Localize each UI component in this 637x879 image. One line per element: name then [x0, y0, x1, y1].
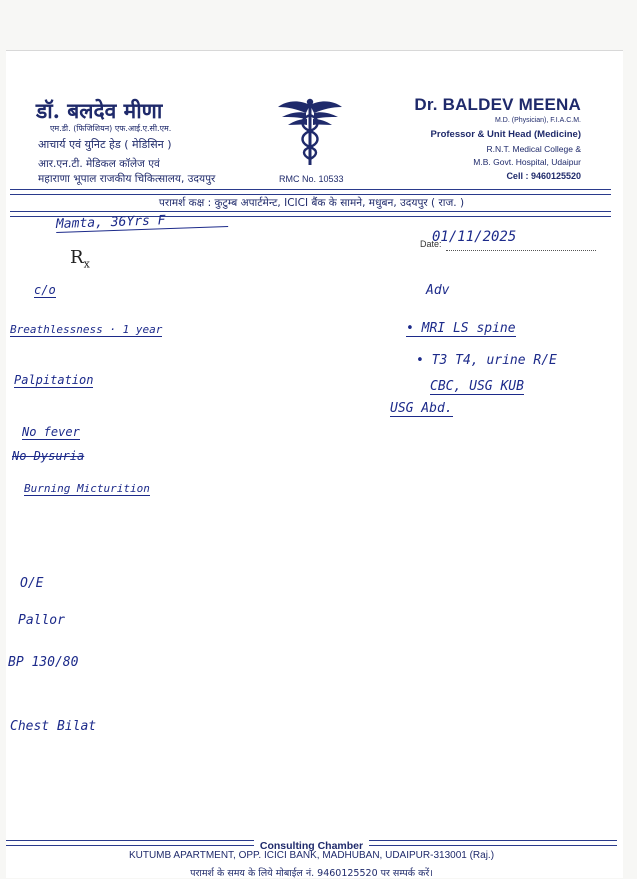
rx-subscript: x — [83, 257, 90, 271]
rmc-number: RMC No. 10533 — [279, 174, 344, 184]
date-underline — [446, 250, 596, 251]
footer-address: KUTUMB APARTMENT, OPP. ICICI BANK, MADHUBAN, UDAIPUR-313001 (Raj.) — [128, 850, 495, 861]
handwritten-patient: Mamta, 36Yrs F — [56, 211, 228, 233]
header-divider-top — [10, 189, 611, 195]
handwritten-note-left: BP 130/80 — [8, 655, 79, 670]
footer-contact: परामर्श के समय के लिये मोबाईल नं. 9460125520 पर सम्पर्क करें। — [190, 868, 433, 879]
handwritten-note-left: Palpitation — [14, 373, 94, 387]
college-english-line-1: R.N.T. Medical College & — [486, 144, 581, 154]
handwritten-note-right: Adv — [426, 283, 450, 298]
qualification-english: M.D. (Physician), F.I.A.C.M. — [495, 117, 581, 124]
college-english-line-2: M.B. Govt. Hospital, Udaipur — [473, 157, 581, 167]
handwritten-note-left: Pallor — [18, 613, 65, 628]
qualification-hindi: एम.डी. (फिजिशियन) एफ.आई.ए.सी.एम. — [50, 124, 172, 133]
handwritten-note-left: Chest Bilat — [10, 719, 97, 734]
handwritten-note-left: No fever — [22, 425, 80, 439]
handwritten-note-left: c/o — [34, 283, 56, 297]
handwritten-note-right: CBC, USG KUB — [430, 379, 524, 394]
handwritten-note-left: Breathlessness · 1 year — [10, 323, 163, 336]
college-hindi-line-1: आर.एन.टी. मेडिकल कॉलेज एवं — [38, 158, 160, 170]
prescription-sheet — [6, 50, 623, 878]
rx-letter: R — [70, 247, 84, 268]
handwritten-note-left: O/E — [20, 576, 44, 591]
footer-title-text: Consulting Chamber — [254, 840, 369, 852]
consulting-address-hindi: परामर्श कक्ष : कुटुम्ब अपार्टमेन्ट, ICICI बैंक के सामने, मधुबन, उदयपुर ( राज. ) — [158, 197, 465, 209]
rx-symbol — [70, 247, 90, 271]
handwritten-note-left: Burning Micturition — [24, 482, 150, 495]
date-label: Date: — [420, 239, 442, 249]
doctor-name-hindi: डॉ. बलदेव मीणा — [36, 98, 163, 123]
title-hindi: आचार्य एवं युनिट हेड ( मेडिसिन ) — [38, 138, 172, 151]
doctor-name-english: Dr. BALDEV MEENA — [414, 95, 581, 114]
handwritten-note-left: No Dysuria — [12, 449, 85, 463]
handwritten-date: 01/11/2025 — [432, 229, 517, 245]
cell-number: Cell : 9460125520 — [506, 171, 581, 181]
title-english: Professor & Unit Head (Medicine) — [430, 129, 581, 140]
handwritten-note-right: • T3 T4, urine R/E — [416, 353, 557, 368]
caduceus-icon — [276, 97, 344, 167]
college-hindi-line-2: महाराणा भूपाल राजकीय चिकित्सालय, उदयपुर — [38, 173, 216, 185]
handwritten-note-right: • MRI LS spine — [406, 321, 516, 336]
handwritten-note-right: USG Abd. — [390, 401, 453, 416]
